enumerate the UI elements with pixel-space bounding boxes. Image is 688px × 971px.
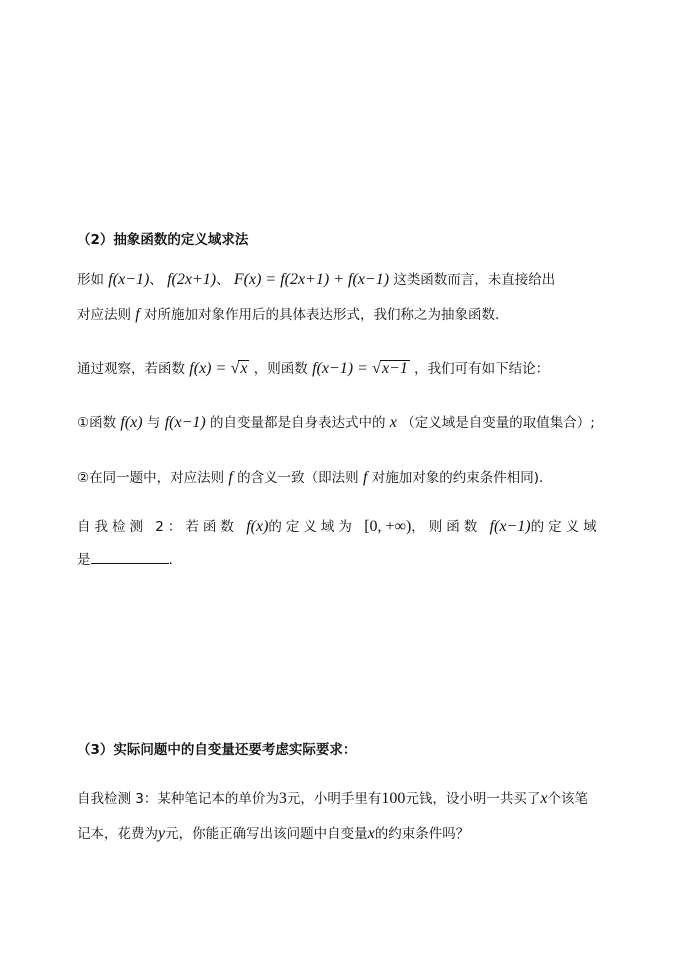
check3-p6: 元，你能正确写出该问题中自变量 xyxy=(165,826,368,842)
para1-pre: 形如 xyxy=(77,272,104,288)
var-y: y xyxy=(158,825,166,842)
expr-f-x-minus-1-equals: f(x−1) = xyxy=(312,360,368,377)
abstract-function-definition-line-2 xyxy=(77,303,499,324)
expr-f-x-minus-1: f(x−1) xyxy=(164,414,206,431)
section-2-heading: （2）抽象函数的定义域求法 xyxy=(77,232,249,248)
para2-mid: ，则函数 xyxy=(253,361,308,377)
check3-p5: 记本，花费为 xyxy=(77,826,158,842)
check3-p1: 自我检测 3：某种笔记本的单价为 xyxy=(77,791,279,807)
check2-line2-pre: 是 xyxy=(77,552,91,568)
var-f: f xyxy=(228,469,233,486)
check2-post: 的定义域 xyxy=(530,519,601,535)
point2-mid: 的含义一致（即法则 xyxy=(237,470,359,486)
separator: 、 xyxy=(149,272,163,288)
para2-post: ，我们可有如下结论： xyxy=(414,361,550,377)
check3-p2: 元，小明手里有 xyxy=(286,791,382,807)
point1-mid2: 的自变量都是自身表达式中的 xyxy=(210,415,386,431)
para1-line2-pre: 对应法则 xyxy=(77,307,131,323)
point1-post: （定义域是自变量的取值集合）; xyxy=(401,415,595,431)
check2-mid2: ，则函数 xyxy=(411,519,482,535)
expr-f-x-equals: f(x) = xyxy=(189,360,227,377)
point1-pre: ①函数 xyxy=(77,415,117,431)
check2-mid1: 的定义域为 xyxy=(268,519,356,535)
expr-f-x: f(x) xyxy=(246,518,269,535)
point2-pre: ②在同一题中，对应法则 xyxy=(77,470,225,486)
money-value: 100 xyxy=(381,790,406,807)
var-x: x xyxy=(367,825,375,842)
self-check-3-line-1 xyxy=(77,787,588,808)
expr-f-x: f(x) xyxy=(120,414,143,431)
conclusion-point-2 xyxy=(77,466,543,487)
expr-f-x-minus-1: f(x−1) xyxy=(108,271,150,288)
para1-line2-post: 对所施加对象作用后的具体表达形式，我们称之为抽象函数. xyxy=(144,307,500,323)
var-f: f xyxy=(362,469,368,486)
radicand-x-minus-1: x−1 xyxy=(381,360,408,377)
check2-pre: 自我检测 2：若函数 xyxy=(77,519,238,535)
self-check-2-line-1 xyxy=(77,515,601,536)
answer-blank[interactable] xyxy=(91,549,169,564)
para2-pre: 通过观察，若函数 xyxy=(77,361,185,377)
observation-paragraph: 通过观察，若函数 f(x) = √x ，则函数 f(x−1) = √x−1 ，我们可有如下结论： xyxy=(77,360,550,377)
check3-p4: 个该笔 xyxy=(547,791,588,807)
check3-p7: 的约束条件吗？ xyxy=(374,826,470,842)
check3-p3: 元钱，设小明一共买了 xyxy=(405,791,541,807)
self-check-2-line-2 xyxy=(77,548,173,568)
domain-interval: [0, +∞) xyxy=(364,518,412,535)
var-x: x xyxy=(389,414,397,431)
check2-line2-post: . xyxy=(168,552,173,568)
expr-f-x-minus-1: f(x−1) xyxy=(489,518,531,535)
abstract-function-definition-line-1 xyxy=(77,268,555,289)
para1-post: 这类函数而言，未直接给出 xyxy=(393,272,556,288)
price-value: 3 xyxy=(278,790,287,807)
radicand-x: x xyxy=(240,360,248,377)
var-f: f xyxy=(135,306,140,323)
conclusion-point-1 xyxy=(77,411,595,432)
separator: 、 xyxy=(216,272,230,288)
point2-post: 对施加对象的约束条件相同). xyxy=(371,470,544,486)
section-3-heading: （3）实际问题中的自变量还要考虑实际要求： xyxy=(77,742,357,758)
self-check-3-line-2 xyxy=(77,822,469,843)
point1-mid1: 与 xyxy=(146,415,161,431)
expr-f-2x-plus-1: f(2x+1) xyxy=(167,271,217,288)
var-x: x xyxy=(540,790,548,807)
expr-F-x: F(x) = f(2x+1) + f(x−1) xyxy=(233,271,390,288)
